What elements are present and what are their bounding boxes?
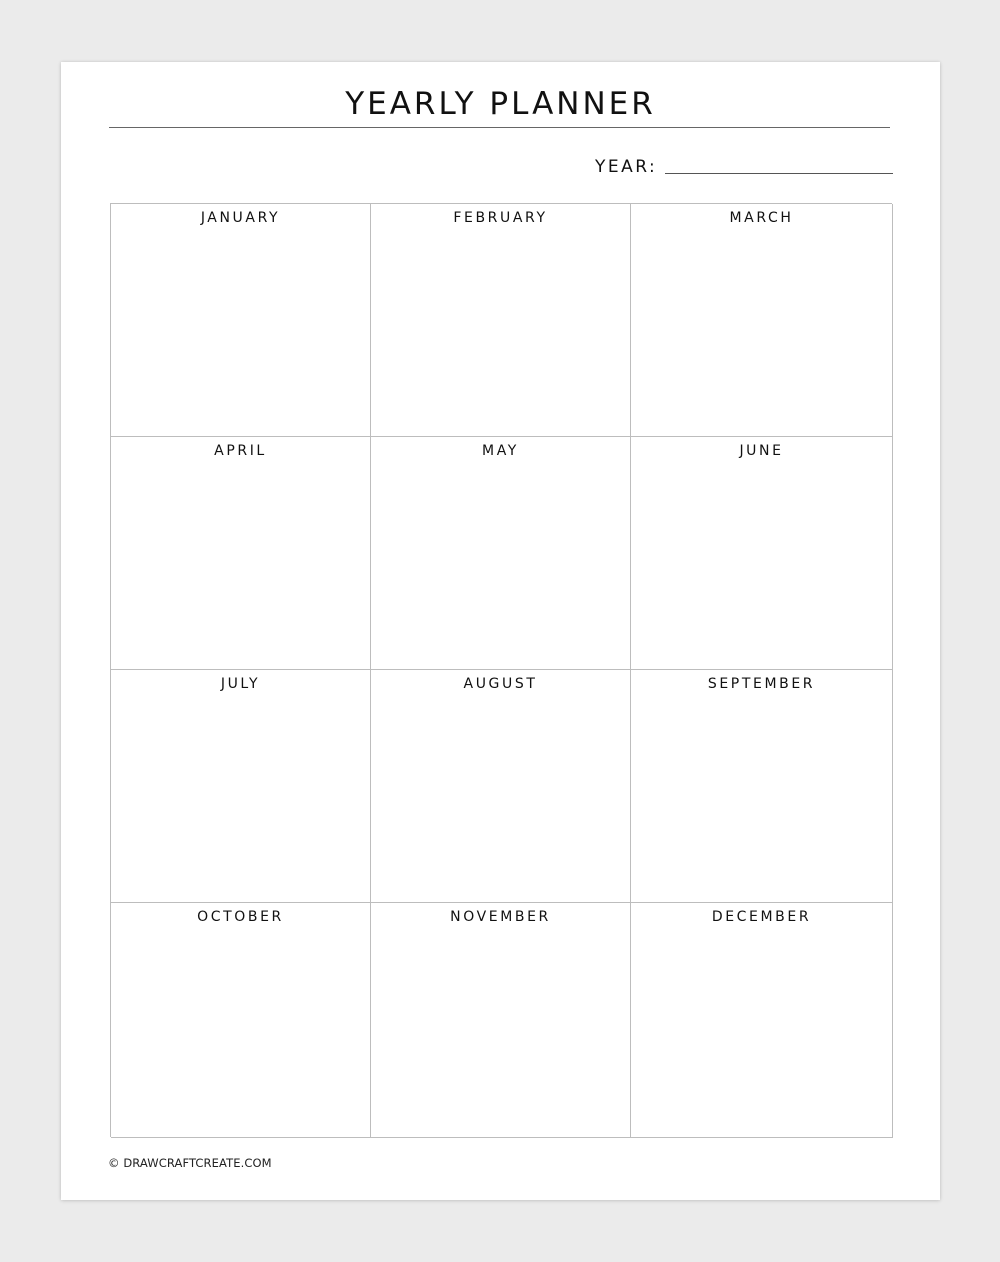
month-label: JULY: [220, 676, 261, 692]
year-write-in-line: [665, 173, 893, 174]
month-label: JANUARY: [200, 210, 281, 226]
month-box-june: [631, 437, 893, 670]
month-label: NOVEMBER: [450, 909, 551, 925]
month-label: OCTOBER: [197, 909, 284, 925]
month-box-february: [371, 204, 631, 437]
month-box-december: [631, 903, 893, 1138]
copyright-footer: © DRAWCRAFTCREATE.COM: [108, 1156, 272, 1170]
month-label: APRIL: [214, 443, 267, 459]
month-label: MAY: [482, 443, 519, 459]
month-label: JUNE: [739, 443, 784, 459]
month-box-january: [111, 204, 371, 437]
year-label: YEAR:: [595, 157, 658, 177]
month-label: AUGUST: [463, 676, 538, 692]
month-box-april: [111, 437, 371, 670]
month-box-october: [111, 903, 371, 1138]
month-label: MARCH: [729, 210, 794, 226]
month-box-august: [371, 670, 631, 903]
month-grid: [110, 203, 892, 1137]
month-box-march: [631, 204, 893, 437]
month-label: FEBRUARY: [453, 210, 548, 226]
month-label: SEPTEMBER: [707, 676, 816, 692]
title-divider: [109, 127, 890, 128]
month-box-july: [111, 670, 371, 903]
year-field: [595, 154, 893, 178]
month-box-september: [631, 670, 893, 903]
page-title: YEARLY PLANNER: [345, 86, 656, 122]
month-label: DECEMBER: [711, 909, 812, 925]
planner-sheet: [61, 62, 940, 1200]
month-box-november: [371, 903, 631, 1138]
month-box-may: [371, 437, 631, 670]
